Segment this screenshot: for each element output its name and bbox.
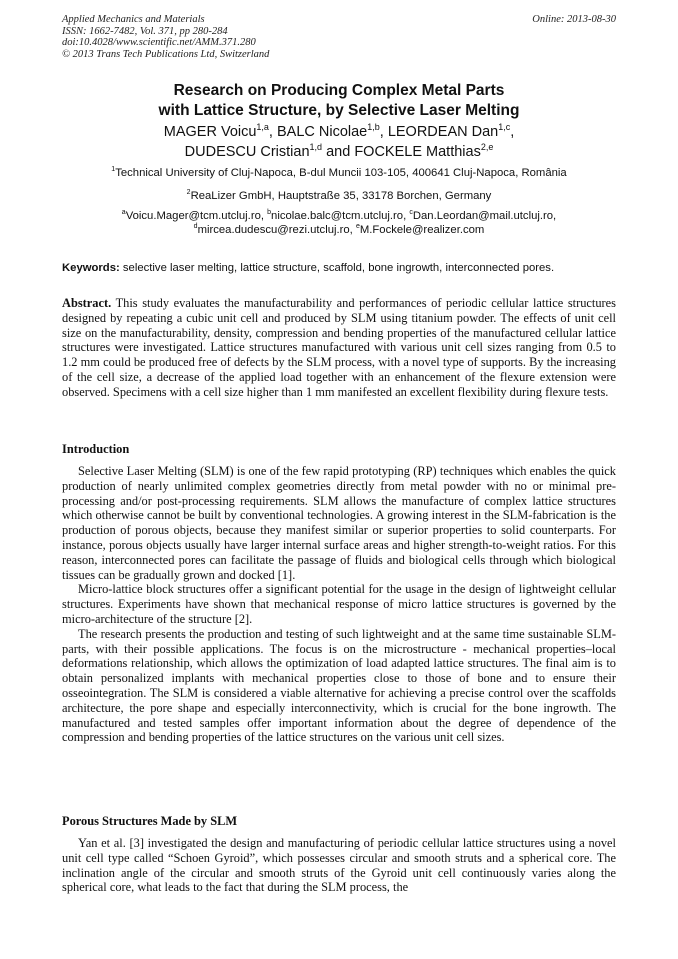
email-mark: e (355, 223, 360, 231)
author-affiliation-mark: 1,b (367, 122, 380, 133)
author-name: LEORDEAN Dan (387, 124, 499, 140)
keywords-text: selective laser melting, lattice structure, scaffold, bone ingrowth, interconnected pores. (122, 262, 555, 274)
email-link[interactable]: Dan.Leordan@mail.utcluj.ro, (412, 210, 557, 222)
abstract-text: This study evaluates the manufacturability and performances of periodic cellular lattice structures designed by repeating a cubic unit cell and produced by SLM using titanium powder. The effects of unit cell size on the manufacturability, density, compression and bending properties of the manufactured cellular lattice structures were investigated. Lattice structures manufactured with various unit cell sizes ranging from 0.5 to 1.2 mm could be produced free of defects by the SLM process, with a novel type of supports. By the increasing of the cell size, a decrease of the applied load together with an enhancement of the flexure extension were observed. Specimens with a cell size higher than 1 mm manifested an excellent flexibility during flexure tests. (62, 296, 616, 399)
email-mark: a (121, 209, 126, 217)
email-mark: c (409, 209, 413, 217)
publication-info (62, 14, 269, 60)
author-affiliation-mark: 1,d (309, 142, 323, 153)
copyright-line: © 2013 Trans Tech Publications Ltd, Switzerland (62, 48, 270, 60)
introduction-body (62, 464, 616, 745)
porous-structures-body (62, 836, 616, 895)
author-affiliation-mark: 1,c (498, 122, 511, 133)
affiliation-text: Technical University of Cluj-Napoca, B-dul Muncii 103-105, 400641 Cluj-Napoca, România (115, 167, 567, 179)
author-line-2 (62, 142, 616, 162)
paper-title (62, 81, 616, 121)
paragraph: The research presents the production and testing of such lightweight and at the same time sustainable SLM-parts, with their possible applications. The focus is on the microstructure - mechanical properties–local deformations relationship, which allows the optimization of load adapted lattice structures. The final aim is to obtain personalized implants with mechanical properties close to those of bone and to ensure their osseointegration. The SLM is considered a viable alternative for achieving a precise control over the scaffolds architecture, the pore shape and especially interconnectivity, which is crucial for the bone ingrowth. The manufactured and tested samples offer important information about the degree of dependence of the compression and bending properties of the lattice structures on the various unit cell sizes. (62, 626, 616, 745)
author-line-1: MAGER Voicu$^{1,a}$, BALC Nicolae$^{1,b}$, LEORDEAN Dan$^{1,c}$, (163, 122, 515, 140)
email-line-2 (62, 223, 616, 237)
paragraph: Selective Laser Melting (SLM) is one of the few rapid prototyping (RP) techniques which enables the quick production of nearly unlimited complex geometries directly from metal powder with no or minimal pre-processing and/or post-processing requirements. SLM allows the manufacture of complex lattice structures which otherwise cannot be built by conventional technologies. A growing interest in the SLM-fabrication is the production of porous objects, because they manifest similar or superior properties to solid counterparts. For instance, porous objects usually have larger internal surface areas and higher strength-to-weight ratios. For this reason, interconnected pores can facilitate the passage of fluids and biological cells through which biological tissues can be gradually grown and docked [1]. (62, 464, 616, 582)
author-name: FOCKELE Matthias (354, 144, 481, 160)
author-name: BALC Nicolae (276, 124, 368, 140)
email-link[interactable]: M.Fockele@realizer.com (359, 224, 485, 236)
affiliation-1 (62, 166, 616, 180)
issn-line: ISSN: 1662-7482, Vol. 371, pp 280-284 (62, 25, 228, 37)
paragraph: Yan et al. [3] investigated the design and manufacturing of periodic cellular lattice structures using a novel unit cell type called “Schoen Gyroid”, which possesses circular and smooth struts and a spherical core. The inclination angle of the circular and smooth struts of the Gyroid unit cell continuously varies along the spherical core, what leads to the fact that during the SLM process, the (62, 836, 616, 895)
affiliation-mark: 2 (186, 189, 191, 197)
online-date: Online: 2013-08-30 (532, 14, 616, 25)
author-name: DUDESCU Cristian (184, 144, 310, 160)
author-affiliation-mark: 1,a (256, 122, 269, 133)
title-line-1: Research on Producing Complex Metal Parts (173, 82, 505, 99)
author-name: MAGER Voicu (163, 124, 257, 140)
keywords-label: Keywords: (62, 262, 120, 274)
email-mark: b (267, 209, 272, 217)
doi-line[interactable]: doi:10.4028/www.scientific.net/AMM.371.280 (62, 37, 256, 48)
email-mark: d (193, 223, 198, 231)
abstract-paragraph (62, 296, 616, 400)
author-list (62, 122, 616, 162)
title-line-2: with Lattice Structure, by Selective Laser Melting (158, 102, 520, 119)
author-conjunction: and (326, 144, 351, 160)
section-heading-introduction: Introduction (62, 442, 130, 456)
email-link[interactable]: nicolae.balc@tcm.utcluj.ro, (271, 210, 407, 222)
email-link[interactable]: mircea.dudescu@rezi.utcluj.ro, (197, 224, 353, 236)
abstract-label: Abstract. (62, 296, 112, 310)
journal-name: Applied Mechanics and Materials (62, 14, 205, 25)
keywords (62, 261, 616, 275)
paragraph: Micro-lattice block structures offer a significant potential for the usage in the design of lightweight cellular structures. Experiments have shown that mechanical response of micro lattice structures is governed by the micro-architecture of the structure [2]. (62, 582, 616, 626)
section-heading-porous-structures: Porous Structures Made by SLM (62, 814, 238, 828)
affiliation-text: ReaLizer GmbH, Hauptstraße 35, 33178 Borchen, Germany (190, 190, 492, 202)
email-list (62, 209, 616, 237)
affiliation-2 (62, 189, 616, 203)
affiliation-mark: 1 (111, 166, 116, 174)
email-line-1 (62, 209, 616, 223)
email-link[interactable]: Voicu.Mager@tcm.utcluj.ro, (125, 210, 264, 222)
author-affiliation-mark: 2,e (480, 142, 494, 153)
abstract (62, 296, 616, 400)
